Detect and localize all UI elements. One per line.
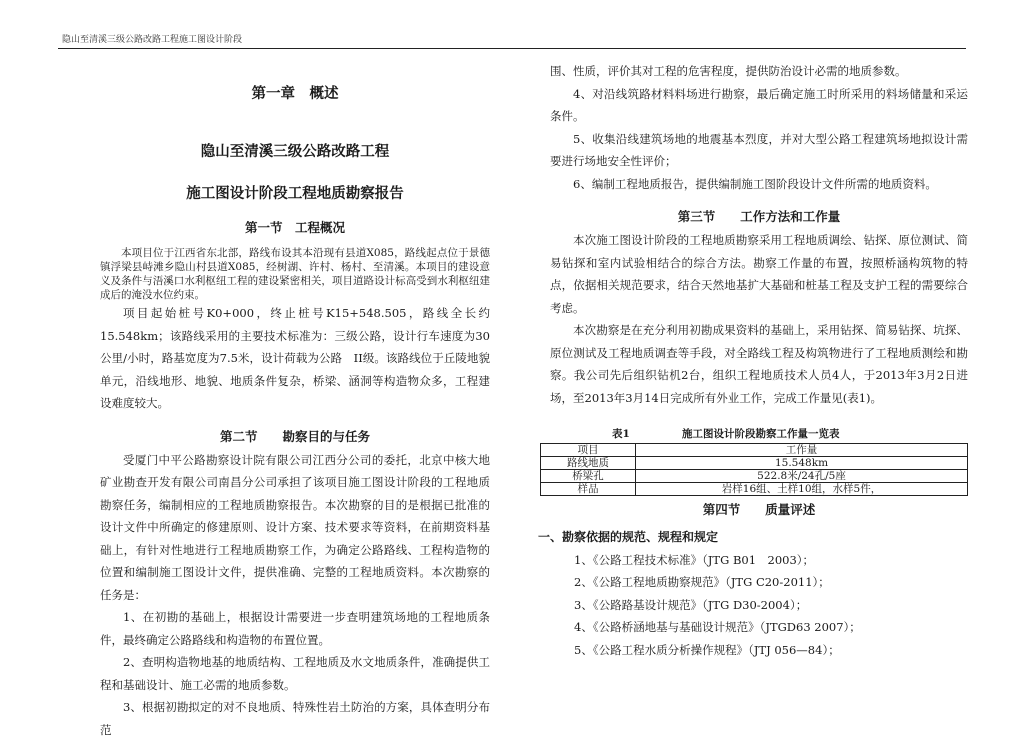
task-item-1: 1、在初勘的基础上，根据设计需要进一步查明建筑场地的工程地质条件，最终确定公路路线和构造物的布置位置。 [100,610,490,647]
section3-paragraph2: 本次勘察是在充分利用初勘成果资料的基础上，采用钻探、简易钻探、坑探、原位测试及工程地质调查等手段，对全路线工程及构筑物进行了工程地质测绘和勘察。我公司先后组织钻机2台，组织工程地质技术人员4人，于2013年3月2日进场，至2013年3月14日完成所有外业工作，完成工作量见(表1)。 [550,323,968,405]
task-item-4: 4、对沿线筑路材料料场进行勘察，最后确定施工时所采用的料场储量和采运条件。 [550,86,968,123]
reference-item: 1、《公路工程技术标准》（JTG B01 2003）； [574,552,815,567]
task-item-2: 2、查明构造物地基的地质结构、工程地质及水文地质条件，准确提供工程和基础设计、施工必需的地质参数。 [100,655,490,692]
reference-item: 5、《公路工程水质分析操作规程》（JTJ 056—84）； [574,642,840,657]
task-item-5: 5、收集沿线建筑场地的地震基本烈度，并对大型公路工程建筑场地拟设计需要进行场地安全性评价； [550,131,968,168]
table-header-row [541,444,968,457]
header-rule [58,48,966,49]
task-item-6: 6、编制工程地质报告，提供编制施工图阶段设计文件所需的地质资料。 [573,176,937,191]
table-cell: 522.8米/24孔/5座 [636,470,968,483]
left-column [100,60,490,741]
section1-paragraph1: 本项目位于江西省东北部，路线布设其本沿现有县道X085，路线起点位于景德镇浮梁县峙滩乡隐山村县道X085，经树湖、许村、杨村、至清溪。本项目的建设意义及条件与浯溪口水利枢纽工程的建设紧密相关，项目道路设计标高受到水利枢纽建成后的淹没水位约束。 [100,247,490,301]
section3-paragraph1: 本次施工图设计阶段的工程地质勘察采用工程地质调绘、钻探、原位测试、简易钻探和室内试验相结合的综合方法。勘察工作量的布置，按照桥涵构筑物的特点，依据相关规范要求，结合天然地基扩大基础和桩基工程及支护工程的需要综合考虑。 [550,233,968,315]
table-cell: 桥梁孔 [541,470,636,483]
table-cell: 15.548km [636,457,968,470]
subsection1-title: 一、勘察依据的规范、规程和规定 [538,530,719,544]
running-header: 隐山至清溪三级公路改路工程施工图设计阶段 [62,35,243,45]
table-row [541,470,968,483]
table-cell: 路线地质 [541,457,636,470]
section4-title: 第四节 质量评述 [702,502,816,517]
right-column [538,60,968,661]
reference-item: 3、《公路路基设计规范》（JTG D30-2004）； [574,597,808,612]
section1-paragraph2: 项目起始桩号K0+000，终止桩号K15+548.505，路线全长约15.548km；该路线采用的主要技术标准为：三级公路，设计行车速度为30公里/小时，路基宽度为7.5米，设计荷载为公路 II级。该路线位于丘陵地貌单元，沿线地形、地貌、地质条件复杂，桥梁、涵洞等构造物众多，工程建设难度较大。 [100,306,490,410]
workload-table [540,443,968,496]
table-header-cell: 工作量 [636,444,968,457]
report-title-line2: 施工图设计阶段工程地质勘察报告 [186,185,404,202]
chapter-title: 第一章 概述 [251,85,339,102]
section2-paragraph1: 受厦门中平公路勘察设计院有限公司江西分公司的委托，北京中核大地矿业勘查开发有限公司南昌分公司承担了该项目施工图设计阶段的工程地质勘察任务，编制相应的工程地质勘察报告。本次勘察的目的是根据已批准的设计文件中所确定的修建原则、设计方案、技术要求等资料，在前期资料基础上，有针对性地进行工程地质勘察工作，为确定公路路线、工程构造物的位置和编制施工图设计文件，提供准确、完整的工程地质资料。本次勘察的任务是： [100,452,490,602]
section1-title: 第一节 工程概况 [244,220,345,235]
table-title: 施工图设计阶段勘察工作量一览表 [682,428,840,440]
section3-title: 第三节 工作方法和工作量 [677,209,841,224]
table-row [541,483,968,496]
report-title-line1: 隐山至清溪三级公路改路工程 [200,143,390,160]
task-item-3-end: 围、性质，评价其对工程的危害程度，提供防治设计必需的地质参数。 [550,64,907,78]
table-cell: 岩样16组、土样10组，水样5件， [636,483,968,496]
table-row [541,457,968,470]
table-caption [550,425,968,443]
table-number: 表1 [612,428,630,440]
reference-item: 4、《公路桥涵地基与基础设计规范》（JTGD63 2007）； [574,620,861,634]
reference-item: 2、《公路工程地质勘察规范》（JTG C20-2011）； [574,575,830,589]
table-cell: 样品 [541,483,636,496]
task-item-3-start: 3、根据初勘拟定的对不良地质、特殊性岩土防治的方案，具体查明分布范 [100,700,490,737]
table-header-cell: 项目 [541,444,636,457]
section2-title: 第二节 勘察目的与任务 [219,428,370,444]
